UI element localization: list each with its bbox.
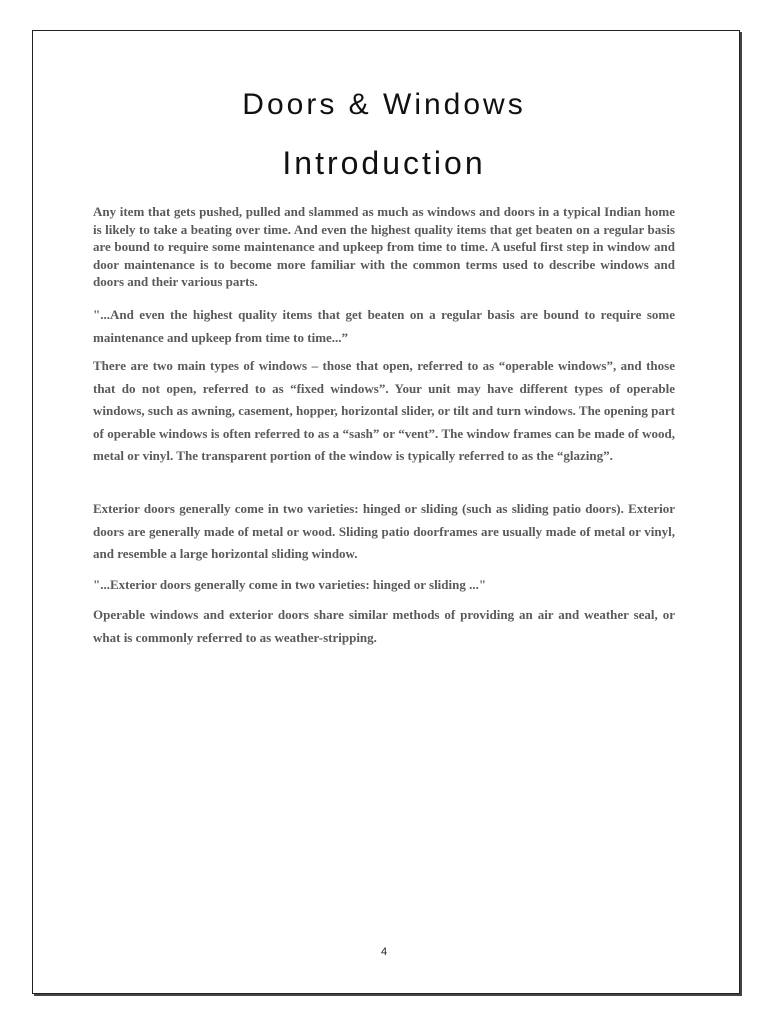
paragraph-exterior-doors: Exterior doors generally come in two varieties: hinged or sliding (such as sliding patio doors). Exterior doors are generally made of metal or wood. Sliding patio doorframes are usually made of metal or vinyl, and resemble a large horizontal sliding window.	[93, 501, 675, 561]
pull-quote-maintenance: "...And even the highest quality items that get beaten on a regular basis are bound to require some maintenance and upkeep from time to time...”	[93, 307, 675, 345]
paragraph-window-types: There are two main types of windows – those that open, referred to as “operable windows”, and those that do not open, referred to as “fixed windows”. Your unit may have different types of operable windows, such as awning, casement, hopper, horizontal slider, or tilt and turn windows. The opening part of operable windows is often referred to as a “sash” or “vent”. The window frames can be made of wood, metal or vinyl. The transparent portion of the window is typically referred to as the “glazing”.	[93, 358, 675, 463]
page-number: 4	[380, 946, 388, 958]
pull-quote-doors: "...Exterior doors generally come in two varieties: hinged or sliding ..."	[93, 577, 487, 592]
paragraph-weather-stripping: Operable windows and exterior doors share similar methods of providing an air and weather seal, or what is commonly referred to as weather-stripping.	[93, 607, 675, 645]
document-title: Doors & Windows	[242, 88, 526, 121]
section-heading: Introduction	[282, 145, 486, 181]
paragraph-intro: Any item that gets pushed, pulled and slammed as much as windows and doors in a typical Indian home is likely to take a beating over time. And even the highest quality items that get beaten on a regular basis are bound to require some maintenance and upkeep from time to time. A useful first step in window and door maintenance is to become more familiar with the common terms used to describe windows and doors and their various parts.	[93, 204, 675, 289]
